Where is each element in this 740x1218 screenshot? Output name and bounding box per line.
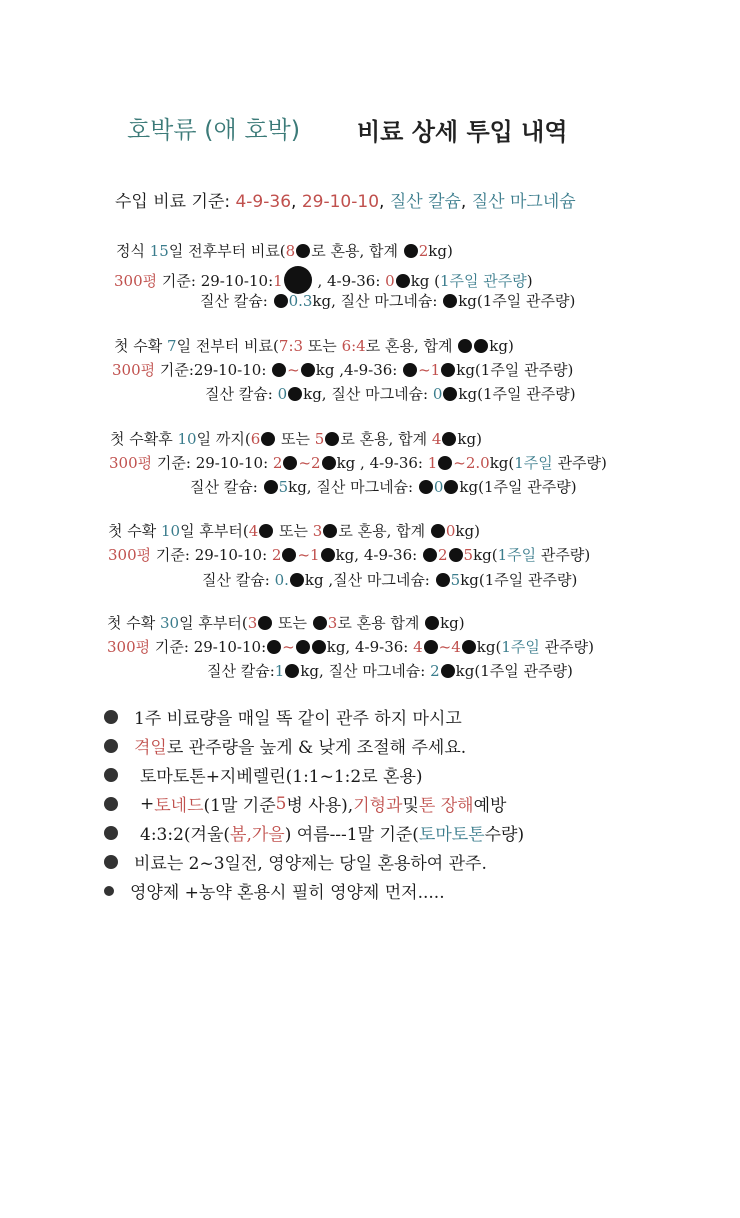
text: kg, 질산 마그네슘: [312,292,443,310]
separator: , [379,192,385,212]
text: 질산 칼슘: [190,478,263,496]
amount: ~1 [418,361,441,379]
text: 로 혼용, 합계 [340,430,432,448]
redaction-mark [301,363,315,377]
area-label: 300평 [114,272,158,290]
amount: 2 [437,546,448,564]
text: 4-9-36: [350,638,414,656]
fertilizer-calcium-nitrate: 질산 칼슘 [389,192,461,212]
text: , 4-9-36: [312,272,386,290]
bullet-icon [104,710,118,724]
text: 질산 칼슘: [205,385,278,403]
note-text: 로 관주량을 높게 & 낮게 조절해 주세요. [166,738,467,758]
text: 관주량) [552,454,607,472]
text: 또는 [274,522,313,540]
text: 또는 [276,430,315,448]
note-text: 영양제 +농약 혼용시 필히 영양제 먼저..... [130,883,445,903]
area-label: 300평 [108,546,152,564]
mix-ratio: 3 [312,522,323,540]
amount: 0 [433,478,444,496]
weekly-dose-label: 1주일 [501,638,540,656]
note-item [104,847,524,876]
bullet-icon [104,855,118,869]
redaction-mark [288,387,302,401]
redaction-mark [441,664,455,678]
text: 일 전후부터 비료( [168,242,286,260]
section-3-line-3 [190,476,577,497]
crop-title: 호박류 (애 호박) [127,116,301,144]
section-4-line-3 [202,569,577,590]
redaction-mark [442,432,456,446]
text: 로 혼용, 합계 [365,337,458,355]
redaction-mark [419,480,433,494]
text: kg(1주일 관주량) [456,361,574,379]
text: kg( [489,454,515,472]
redaction-mark [449,548,463,562]
text: ,4-9-36: [334,361,403,379]
day-number: 10 [177,430,197,448]
mix-ratio: 7:3 [278,337,304,355]
note-highlight: 기형과 [353,796,403,816]
redaction-mark [325,432,339,446]
redaction-mark [282,548,296,562]
redaction-mark [443,294,457,308]
note-item [104,818,524,847]
text: kg ( [410,272,440,290]
amount: 1 [273,272,283,290]
note-highlight: 톤 장해 [418,796,474,816]
section-1-line-3 [200,290,575,311]
note-item [104,789,524,818]
amount: 2 [430,662,440,680]
section-2-line-3 [205,383,576,404]
redaction-mark [290,573,304,587]
note-highlight: 격일 [134,738,167,758]
text: kg, 질산 마그네슘: [300,662,431,680]
redaction-mark [258,616,272,630]
text: kg, [326,638,351,656]
total-amount: 0 [445,522,456,540]
text: kg, 질산 마그네슘: [303,385,433,403]
bullet-icon [104,826,118,840]
redaction-mark [424,640,438,654]
mix-ratio: 6:4 [341,337,366,355]
amount: 0 [385,272,395,290]
amount: 1 [274,662,285,680]
redaction-mark [396,274,410,288]
amount: 5 [450,571,461,589]
mix-ratio: 8 [285,242,296,260]
mix-ratio: 3 [327,614,338,632]
note-text: 및 [402,796,419,816]
section-3-line-2 [109,452,607,473]
amount: 0 [277,385,288,403]
text: 질산 칼슘: [207,662,275,680]
note-highlight: 5 [275,793,287,814]
amount: ~ [287,361,300,379]
redaction-mark [264,480,278,494]
weekly-dose-label: 1주일 [514,454,553,472]
text: kg, 질산 마그네슘: [288,478,418,496]
note-highlight: 토마토톤 [418,825,485,845]
redaction-mark [312,640,326,654]
note-text: 4:3:2(겨울( [140,825,231,845]
text: 첫 수확 [107,614,161,632]
redaction-mark [438,456,452,470]
total-amount: 4 [431,430,442,448]
text: kg( [476,638,502,656]
bullet-icon [104,768,118,782]
text: kg [315,361,335,379]
note-text: + [140,793,155,814]
amount: 4 [413,638,423,656]
text: kg ,질산 마그네슘: [304,571,435,589]
note-item [104,760,524,789]
text: ) [526,272,533,290]
day-number: 10 [161,522,181,540]
text: kg(1주일 관주량) [458,292,576,310]
text: 일 전부터 비료( [176,337,279,355]
area-label: 300평 [107,638,151,656]
redaction-mark [436,573,450,587]
text: 관주량) [539,638,594,656]
text: 기준: 29-10-10: [150,638,267,656]
notes-list [104,702,524,905]
note-text: 토마토톤+지베렐린(1:1~1:2로 혼용) [140,767,423,787]
bullet-icon [104,797,118,811]
section-2-heading [114,335,514,356]
section-5-line-3 [207,660,573,681]
text: 질산 칼슘: [200,292,273,310]
text: kg( [473,546,498,564]
fertilizer-29-10-10: 29-10-10 [301,192,380,212]
redaction-mark [403,363,417,377]
text: kg) [428,242,453,260]
redaction-mark [323,524,337,538]
day-number: 30 [160,614,180,632]
text: 기준: 29-10-10: [152,454,273,472]
fertilizer-magnesium-nitrate: 질산 마그네슘 [471,192,576,212]
fertilizer-4-9-36: 4-9-36 [235,192,292,212]
day-number: 15 [149,242,169,260]
text: kg(1주일 관주량) [458,385,576,403]
section-4-line-2 [108,544,590,565]
note-text: 1주 비료량을 매일 똑 같이 관주 하지 마시고 [134,709,462,729]
note-text: 비료는 2~3일전, 영양제는 당일 혼용하여 관주. [134,854,487,874]
amount: ~4 [438,638,461,656]
redaction-mark [274,294,288,308]
note-text: 병 사용), [286,796,354,816]
text: 일 후부터( [180,522,249,540]
text: 첫 수확 [108,522,162,540]
redaction-mark [423,548,437,562]
fertilizer-standard-line [115,187,576,212]
amount: 5 [463,546,474,564]
section-5-line-2 [107,636,594,657]
redaction-mark [458,339,472,353]
redaction-mark [285,664,299,678]
note-text: (1말 기준 [203,796,276,816]
note-item [104,876,524,905]
redaction-mark [444,480,458,494]
text: 또는 [273,614,312,632]
note-text: 예방 [473,796,507,816]
amount: 0 [432,385,443,403]
separator: , [291,192,297,212]
redaction-mark [259,524,273,538]
redaction-mark [431,524,445,538]
section-1-heading [116,240,453,261]
redaction-mark [321,548,335,562]
note-text: ) 여름---1말 기준( [284,825,419,845]
text: kg(1주일 관주량) [460,571,578,589]
bullet-icon [104,886,114,896]
area-label: 300평 [112,361,156,379]
amount: 2 [271,546,282,564]
amount: ~2 [298,454,321,472]
redaction-mark [272,363,286,377]
note-highlight: 토네드 [154,796,204,816]
text: 첫 수확후 [110,430,178,448]
redaction-mark [322,456,336,470]
redaction-mark [283,456,297,470]
text: 관주량) [536,546,591,564]
separator: , [460,192,467,212]
amount: 0. [274,571,289,589]
text: kg) [457,430,482,448]
text: 또는 [303,337,342,355]
text: 로 혼용, 합계 [311,242,403,260]
redaction-mark [474,339,488,353]
amount: ~1 [297,546,320,564]
note-highlight: 봄,가을 [230,825,285,845]
redaction-mark [462,640,476,654]
text: kg) [455,522,480,540]
text: kg , 4-9-36: [336,454,428,472]
redaction-mark [425,616,439,630]
text: 일 까지( [196,430,251,448]
text: kg) [440,614,465,632]
note-item [104,702,524,731]
text: 기준: 29-10-10: [151,546,272,564]
redaction-mark [313,616,327,630]
weekly-dose-label: 1주일 관주량 [440,272,527,290]
text: 정식 [116,242,150,260]
note-text: 수량) [484,825,525,845]
area-label: 300평 [109,454,153,472]
redaction-mark [443,387,457,401]
text: 기준: 29-10-10: [157,272,274,290]
redaction-mark [296,244,310,258]
amount: ~2.0 [453,454,490,472]
text: 기준:29-10-10: [155,361,272,379]
mix-ratio: 4 [248,522,259,540]
amount: ~ [282,638,295,656]
text: 일 후부터( [179,614,248,632]
redaction-mark [296,640,310,654]
total-amount: 2 [418,242,429,260]
mix-ratio: 3 [247,614,258,632]
note-item [104,731,524,760]
text: kg, [335,546,360,564]
text: 질산 칼슘: [202,571,275,589]
redaction-mark [404,244,418,258]
amount: 5 [278,478,289,496]
text: kg(1주일 관주량) [455,662,573,680]
text: kg(1주일 관주량) [459,478,577,496]
section-5-heading [107,612,465,633]
text: 첫 수확 [114,337,168,355]
amount: 2 [272,454,283,472]
page-title: 비료 상세 투입 내역 [357,118,568,146]
text: 로 혼용, 합계 [338,522,430,540]
amount: 0.3 [288,292,313,310]
day-number: 7 [167,337,177,355]
section-4-heading [108,520,480,541]
mix-ratio: 5 [314,430,325,448]
weekly-dose-label: 1주일 [497,546,537,564]
text: 4-9-36: [359,546,422,564]
mix-ratio: 6 [250,430,261,448]
redaction-mark [441,363,455,377]
section-2-line-2 [112,359,573,380]
text: kg) [489,337,514,355]
standard-label: 수입 비료 기준: [115,192,231,212]
bullet-icon [104,739,118,753]
redaction-mark [267,640,281,654]
redaction-mark [261,432,275,446]
amount: 1 [427,454,438,472]
section-3-heading [110,428,482,449]
text: 로 혼용 합계 [337,614,425,632]
